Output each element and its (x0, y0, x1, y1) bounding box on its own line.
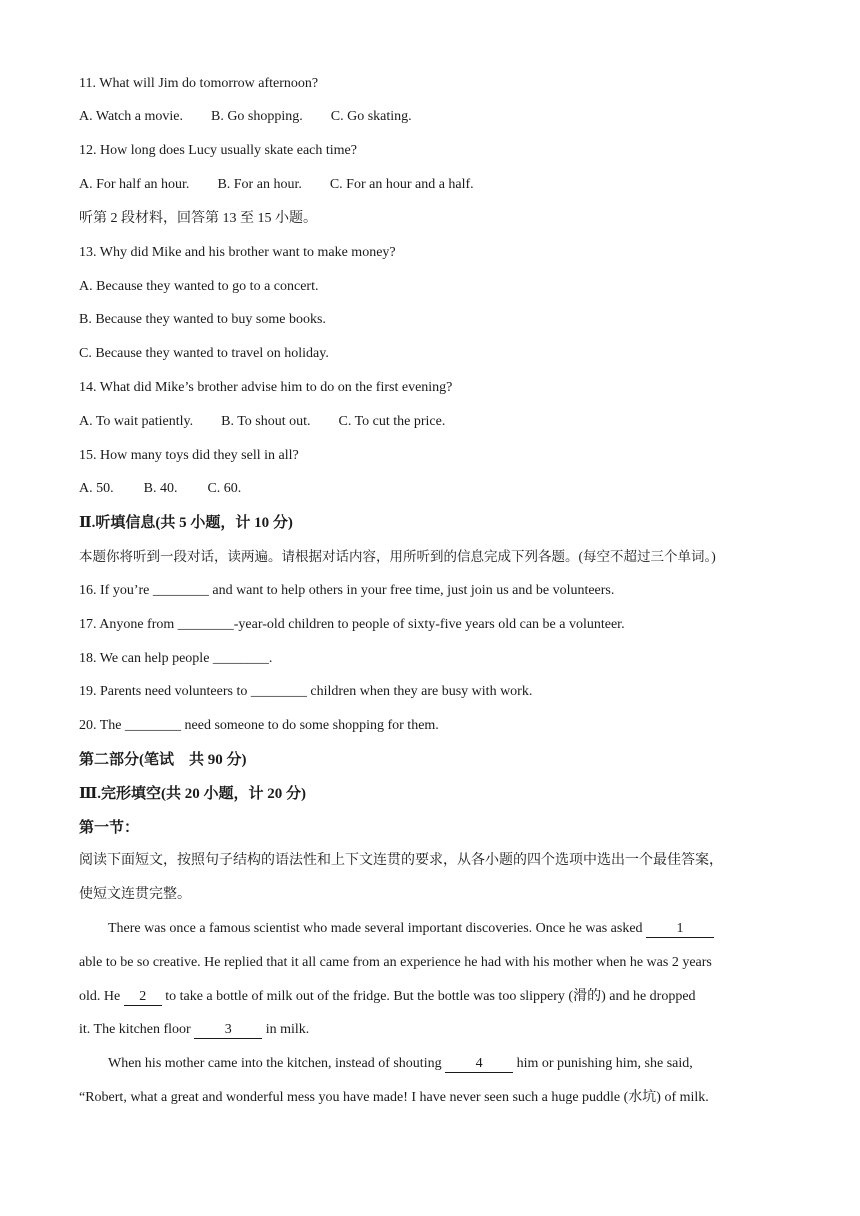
question-13-option-c: C. Because they wanted to travel on holiday. (79, 346, 329, 361)
question-11-options (79, 107, 412, 127)
cloze-blank-1: 1 (646, 921, 714, 938)
option-b: B. 40. (143, 481, 178, 496)
question-13-option-b: B. Because they wanted to buy some books. (79, 312, 326, 327)
option-b: B. To shout out. (221, 414, 311, 429)
question-13: 13. Why did Mike and his brother want to make money? (79, 245, 396, 260)
question-20: 20. The ________ need someone to do some shopping for them. (79, 718, 439, 733)
option-a: A. Watch a movie. (79, 109, 183, 124)
question-12-options (79, 175, 474, 195)
question-15: 15. How many toys did they sell in all? (79, 448, 299, 463)
option-a: A. 50. (79, 481, 114, 496)
question-17: 17. Anyone from ________-year-old children to people of sixty-five years old can be a volunteer. (79, 617, 625, 632)
question-19: 19. Parents need volunteers to ________ children when they are busy with work. (79, 684, 533, 699)
passage-text: to take a bottle of milk out of the fridge. But the bottle was too slippery (滑的) and he dropped (161, 989, 696, 1004)
passage-line-5 (108, 1054, 693, 1074)
question-11: 11. What will Jim do tomorrow afternoon? (79, 76, 319, 91)
question-12: 12. How long does Lucy usually skate each time? (79, 143, 357, 158)
cloze-blank-3: 3 (194, 1022, 262, 1039)
passage-line-1 (108, 919, 714, 939)
passage-line-3 (79, 987, 696, 1007)
question-14-options (79, 412, 445, 432)
question-18: 18. We can help people ________. (79, 651, 273, 666)
passage-text: old. He (79, 989, 124, 1004)
section-heading-2: Ⅱ.听填信息(共 5 小题，计 10 分) (79, 515, 293, 531)
option-c: C. For an hour and a half. (329, 177, 474, 192)
question-13-option-a: A. Because they wanted to go to a concert. (79, 279, 319, 294)
passage-text: in milk. (262, 1022, 310, 1037)
cloze-instruction-line-1: 阅读下面短文，按照句子结构的语法性和上下文连贯的要求，从各小题的四个选项中选出一个最佳答案， (79, 853, 723, 868)
section-2-instruction: 本题你将听到一段对话，读两遍。请根据对话内容，用所听到的信息完成下列各题。(每空不超过三个单词。) (79, 549, 716, 564)
cloze-blank-4: 4 (445, 1056, 513, 1073)
passage-text: him or punishing him, she said, (513, 1056, 693, 1071)
part-2-heading: 第二部分(笔试 共 90 分) (79, 752, 247, 768)
option-b: B. For an hour. (217, 177, 302, 192)
section-heading-3: Ⅲ.完形填空(共 20 小题，计 20 分) (79, 786, 307, 802)
cloze-blank-2: 2 (124, 989, 162, 1006)
option-a: A. For half an hour. (79, 177, 190, 192)
option-b: B. Go shopping. (210, 109, 303, 124)
option-c: C. To cut the price. (338, 414, 446, 429)
passage-text: There was once a famous scientist who made several important discoveries. Once he was asked (108, 921, 647, 936)
subsection-heading: 第一节： (79, 820, 140, 836)
option-c: C. Go skating. (330, 109, 412, 124)
option-a: A. To wait patiently. (79, 414, 194, 429)
passage-line-6: “Robert, what a great and wonderful mess you have made! I have never seen such a huge puddle (水坑) of milk. (79, 1090, 709, 1105)
passage-text: it. The kitchen floor (79, 1022, 195, 1037)
passage-line-2: able to be so creative. He replied that it all came from an experience he had with his mother when he was 2 years (79, 955, 712, 970)
cloze-instruction-line-2: 使短文连贯完整。 (79, 887, 191, 902)
listening-instruction: 听第 2 段材料，回答第 13 至 15 小题。 (79, 211, 317, 226)
question-15-options (79, 479, 241, 499)
passage-line-4 (79, 1020, 309, 1040)
question-14: 14. What did Mike’s brother advise him to do on the first evening? (79, 380, 453, 395)
passage-text: When his mother came into the kitchen, instead of shouting (108, 1056, 446, 1071)
question-16: 16. If you’re ________ and want to help others in your free time, just join us and be volunteers. (79, 583, 615, 598)
option-c: C. 60. (207, 481, 242, 496)
